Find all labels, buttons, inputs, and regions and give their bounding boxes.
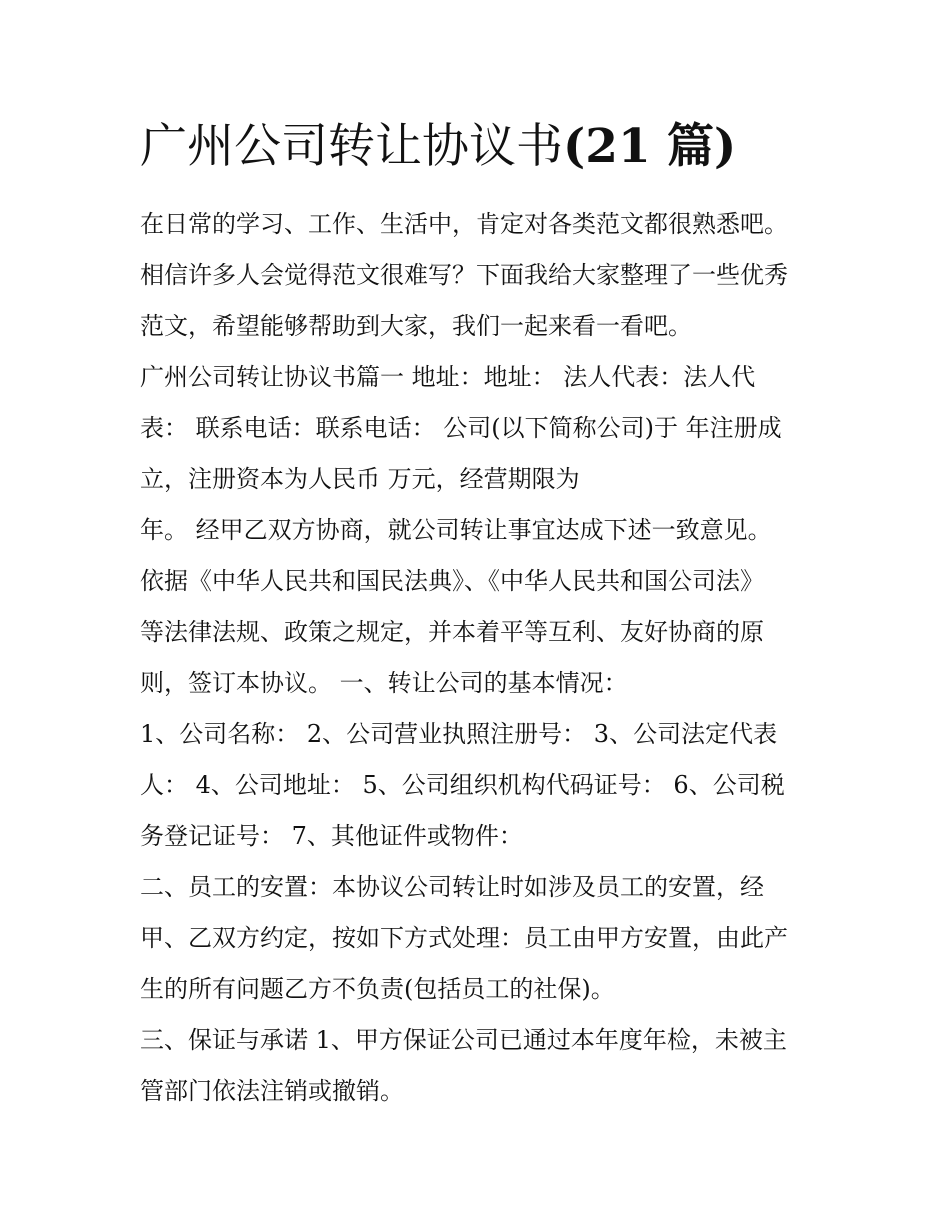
document-title-main: 广州公司转让协议书 [140,119,563,174]
body-line: 依据《中华人民共和国民法典》、《中华人民共和国公司法》 [140,567,764,595]
body-line: 广州公司转让协议书篇一 地址：地址： 法人代表：法人代 [140,363,756,391]
body-line: 表： 联系电话：联系电话： 公司(以下简称公司)于 年注册成 [140,414,782,442]
body-line: 务登记证号： 7、其他证件或物件： [140,822,523,850]
body-line: 等法律法规、政策之规定，并本着平等互利、友好协商的原 [140,618,764,646]
document-title [140,112,830,182]
body-line: 三、保证与承诺 1、甲方保证公司已通过本年度年检，未被主 [140,1026,787,1054]
document-title-suffix: (21 篇) [563,119,737,174]
document-body [140,199,830,1117]
body-line: 在日常的学习、工作、生活中，肯定对各类范文都很熟悉吧。 [140,210,788,238]
body-line: 管部门依法注销或撤销。 [140,1077,404,1105]
body-line: 二、员工的安置：本协议公司转让时如涉及员工的安置，经 [140,873,764,901]
body-line: 1、公司名称： 2、公司营业执照注册号： 3、公司法定代表 [140,720,778,748]
body-line: 年。 经甲乙双方协商，就公司转让事宜达成下述一致意见。 [140,516,772,544]
body-line: 生的所有问题乙方不负责(包括员工的社保)。 [140,975,615,1003]
body-line: 人： 4、公司地址： 5、公司组织机构代码证号： 6、公司税 [140,771,785,799]
body-line: 范文，希望能够帮助到大家，我们一起来看一看吧。 [140,312,692,340]
body-line: 甲、乙双方约定，按如下方式处理：员工由甲方安置，由此产 [140,924,788,952]
body-line: 相信许多人会觉得范文很难写？下面我给大家整理了一些优秀 [140,261,788,289]
body-line: 立，注册资本为人民币 万元，经营期限为 [140,465,580,493]
body-line: 则，签订本协议。 一、转让公司的基本情况： [140,669,628,697]
